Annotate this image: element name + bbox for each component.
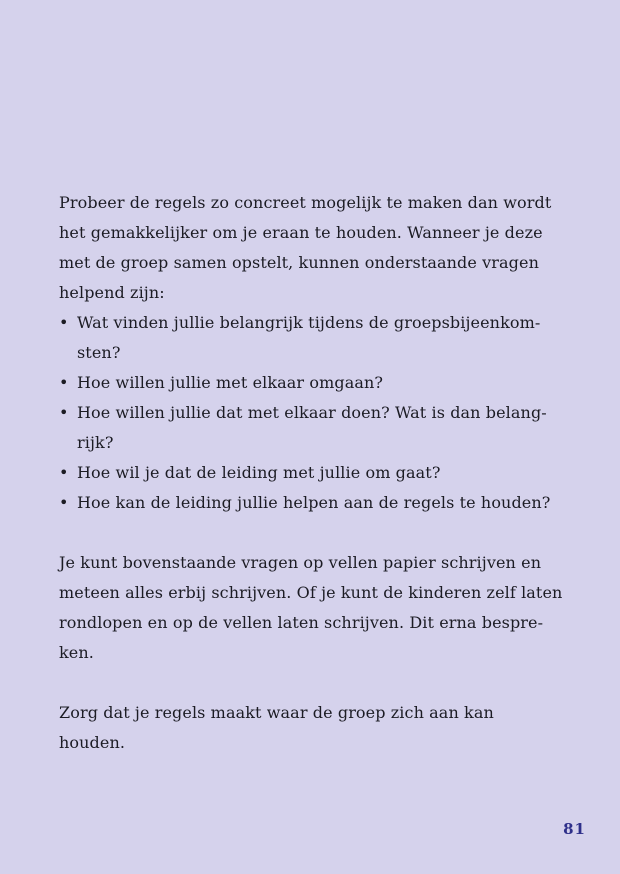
bullet-icon: • xyxy=(59,313,69,332)
question-list xyxy=(59,308,564,518)
paragraph-line: met de groep samen opstelt, kunnen onderstaande vragen xyxy=(59,253,539,272)
paragraph-line: Probeer de regels zo concreet mogelijk te maken dan wordt xyxy=(59,193,552,212)
list-item-line: Hoe willen jullie met elkaar omgaan? xyxy=(77,373,384,392)
list-item-line: Wat vinden jullie belangrijk tijdens de groepsbijeenkom- xyxy=(77,313,541,332)
paragraph-closing xyxy=(59,698,564,758)
paragraph-line: Je kunt bovenstaande vragen op vellen papier schrijven en xyxy=(59,553,542,572)
bullet-icon: • xyxy=(59,373,69,392)
list-item xyxy=(59,458,564,488)
page-number: 81 xyxy=(563,820,586,838)
paragraph-line: het gemakkelijker om je eraan te houden. Wanneer je deze xyxy=(59,223,543,242)
paragraph-spacer xyxy=(59,518,564,548)
list-item-line: sten? xyxy=(77,343,121,362)
paragraph-intro xyxy=(59,188,564,308)
list-item xyxy=(59,398,564,458)
paragraph-spacer xyxy=(59,668,564,698)
list-item xyxy=(59,368,564,398)
paragraph-line: ken. xyxy=(59,643,94,662)
list-item-line: Hoe willen jullie dat met elkaar doen? Wat is dan belang- xyxy=(77,403,547,422)
list-item xyxy=(59,308,564,368)
list-item xyxy=(59,488,564,518)
list-item-line: Hoe kan de leiding jullie helpen aan de regels te houden? xyxy=(77,493,551,512)
page-body xyxy=(59,188,564,758)
paragraph-line: helpend zijn: xyxy=(59,283,165,302)
bullet-icon: • xyxy=(59,493,69,512)
paragraph-instructions xyxy=(59,548,564,668)
bullet-icon: • xyxy=(59,463,69,482)
paragraph-line: rondlopen en op de vellen laten schrijven. Dit erna bespre- xyxy=(59,613,544,632)
paragraph-line: meteen alles erbij schrijven. Of je kunt de kinderen zelf laten xyxy=(59,583,563,602)
list-item-line: rijk? xyxy=(77,433,114,452)
paragraph-line: Zorg dat je regels maakt waar de groep zich aan kan houden. xyxy=(59,703,494,752)
bullet-icon: • xyxy=(59,403,69,422)
list-item-line: Hoe wil je dat de leiding met jullie om gaat? xyxy=(77,463,441,482)
